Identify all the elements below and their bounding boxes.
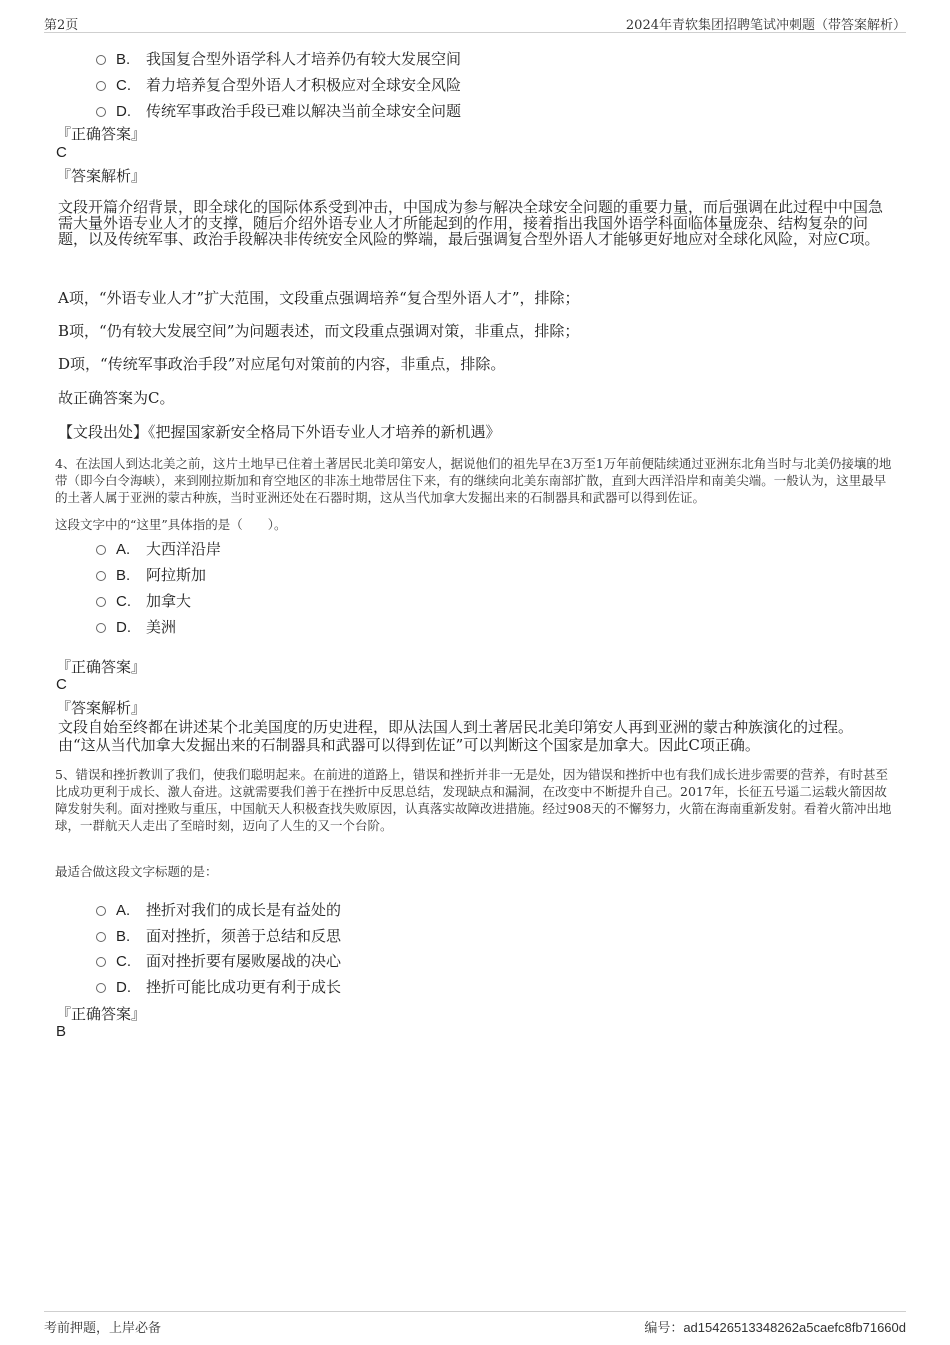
q4-stem: 4、在法国人到达北美之前，这片土地早已住着土著居民北美印第安人，据说他们的祖先早在3万至1万年前便陆续通过亚洲东北角当时与北美仍接壤的地带（即今白令海峡），来到刚拉斯加和育空地区的非冻土地带居住下来，有的继续向北美东南部扩散，直到大西洋沿岸和南美尖端。一般认为，这里最早的土著人属于亚洲的蒙古种族，当时亚洲还处在石器时期，这从当代加拿大发掘出来的石制器具和武器可以得到佐证。 <box>55 456 892 505</box>
q3-analysis-label: 『答案解析』 <box>56 167 147 185</box>
q5-option-b[interactable]: B. 面对挫折，须善于总结和反思 <box>96 925 341 946</box>
radio-icon[interactable] <box>96 107 106 117</box>
page-footer <box>44 1311 906 1336</box>
q4-analysis-2: 由“这从当代加拿大发掘出来的石制器具和武器可以得到佐证”可以判断这个国家是加拿大。因此C项正确。 <box>58 736 760 754</box>
q3-conclusion: 故正确答案为C。 <box>58 389 175 407</box>
q5-option-d[interactable]: D. 挫折可能比成功更有利于成长 <box>96 976 341 997</box>
radio-icon[interactable] <box>96 957 106 967</box>
q4-option-b[interactable]: B. 阿拉斯加 <box>96 564 206 585</box>
q3-answer-label: 『正确答案』 <box>56 125 147 143</box>
radio-icon[interactable] <box>96 571 106 581</box>
q5-question: 最适合做这段文字标题的是： <box>55 864 218 879</box>
q5-option-c[interactable]: C. 面对挫折要有屡败屡战的决心 <box>96 950 341 971</box>
radio-icon[interactable] <box>96 932 106 942</box>
q4-analysis-1: 文段自始至终都在讲述某个北美国度的历史进程，即从法国人到土著居民北美印第安人再到亚洲的蒙古种族演化的过程。 <box>58 718 854 736</box>
footer-code-label: 编号： <box>644 1321 684 1336</box>
q5-answer-label: 『正确答案』 <box>56 1005 147 1023</box>
q5-answer: B <box>56 1023 67 1040</box>
footer-slogan: 考前押题，上岸必备 <box>44 1321 162 1336</box>
page-header <box>44 14 906 33</box>
radio-icon[interactable] <box>96 55 106 65</box>
q3-answer: C <box>56 144 67 161</box>
q3-option-b[interactable]: B. 我国复合型外语学科人才培养仍有较大发展空间 <box>96 48 461 69</box>
footer-code <box>644 1317 906 1336</box>
q4-answer: C <box>56 676 67 693</box>
q3-option-d[interactable]: D. 传统军事政治手段已难以解决当前全球安全问题 <box>96 100 461 121</box>
q4-option-a[interactable]: A. 大西洋沿岸 <box>96 538 221 559</box>
q4-option-c[interactable]: C. 加拿大 <box>96 590 191 611</box>
q3-analysis-d: D项，“传统军事政治手段”对应尾句对策前的内容，非重点，排除。 <box>58 355 506 373</box>
q5-stem: 5、错误和挫折教训了我们，使我们聪明起来。在前进的道路上，错误和挫折并非一无是处，因为错误和挫折中也有我们成长进步需要的营养，有时甚至比成功更利于成长、激人奋进。这就需要我们善于在挫折中反思总结，发现缺点和漏洞，在改变中不断提升自己。2017年，长征五号遥二运载火箭因故障发射失利。面对挫败与重压，中国航天人积极查找失败原因，认真落实故障改进措施。经过908天的不懈努力，火箭在海南重新发射。看着火箭冲出地球，一群航天人走出了至暗时刻，迈向了人生的又一个台阶。 <box>55 767 892 833</box>
radio-icon[interactable] <box>96 597 106 607</box>
q4-question: 这段文字中的“这里”具体指的是（ ）。 <box>55 517 287 532</box>
radio-icon[interactable] <box>96 983 106 993</box>
q4-analysis-label: 『答案解析』 <box>56 699 147 717</box>
q4-option-d[interactable]: D. 美洲 <box>96 616 176 637</box>
q3-analysis-b: B项，“仍有较大发展空间”为问题表述，而文段重点强调对策，非重点，排除； <box>58 322 580 340</box>
q5-option-a[interactable]: A. 挫折对我们的成长是有益处的 <box>96 899 341 920</box>
radio-icon[interactable] <box>96 623 106 633</box>
q3-source: 【文段出处】《把握国家新安全格局下外语专业人才培养的新机遇》 <box>58 423 501 441</box>
q3-option-c[interactable]: C. 着力培养复合型外语人才积极应对全球安全风险 <box>96 74 461 95</box>
radio-icon[interactable] <box>96 81 106 91</box>
document-title: 2024年青软集团招聘笔试冲刺题（带答案解析） <box>625 18 906 33</box>
radio-icon[interactable] <box>96 906 106 916</box>
page-number: 第2页 <box>44 18 79 33</box>
q3-analysis-a: A项，“外语专业人才”扩大范围，文段重点强调培养“复合型外语人才”，排除； <box>58 289 580 307</box>
footer-code-value: ad15426513348262a5caefc8fb71660d <box>683 1320 906 1335</box>
q4-answer-label: 『正确答案』 <box>56 658 147 676</box>
radio-icon[interactable] <box>96 545 106 555</box>
q3-analysis-main: 文段开篇介绍背景，即全球化的国际体系受到冲击，中国成为参与解决全球安全问题的重要力量，而后强调在此过程中中国急需大量外语专业人才的支撑，随后介绍外语专业人才所能起到的作用，接着指出我国外语学科面临体量庞杂、结构复杂的问题，以及传统军事、政治手段解决非传统安全风险的弊端，最后强调复合型外语人才能够更好地应对全球化风险，对应C项。 <box>58 198 884 248</box>
